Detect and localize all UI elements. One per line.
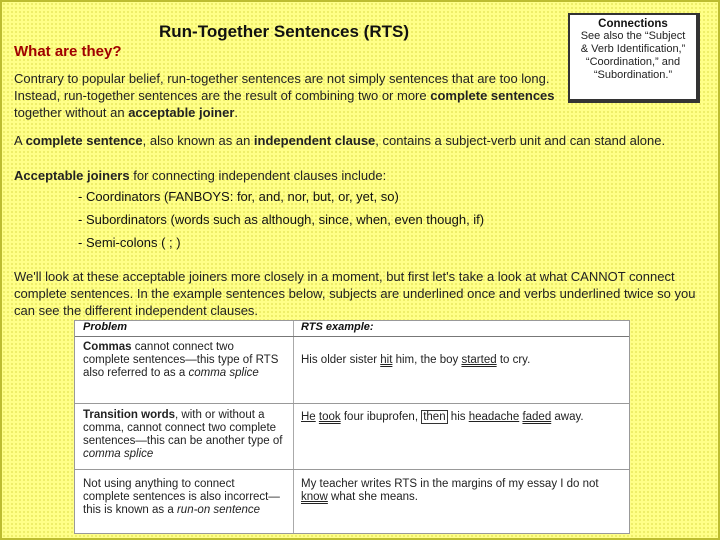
explanation-paragraph: We'll look at these acceptable joiners more closely in a moment, but first let's take a look at what CANNOT connect complete sentences. In the example sentences below, subjects are underlined once and verbs underlined twice so you can see the different independent clauses.: [14, 269, 696, 318]
example-cell: His older sister hit him, the boy started to cry.: [301, 354, 531, 366]
callout-line: “Subordination.”: [593, 69, 673, 81]
header-example: RTS example:: [301, 321, 374, 333]
callout-title: Connections: [598, 18, 668, 30]
transition-word-box: then: [423, 411, 446, 423]
column-divider: [293, 321, 294, 533]
intro-paragraph: Contrary to popular belief, run-together sentences are not simply sentences that are too long. Instead, run-together sentences are the result of combining two or more complete sentences together without an acceptable joiner.: [14, 71, 555, 120]
example-cell: He took four ibuprofen, then his headache faded away.: [301, 411, 584, 423]
list-item-semicolons: - Semi-colons ( ; ): [78, 235, 181, 250]
row-divider: [75, 403, 629, 404]
slide-subtitle: What are they?: [14, 43, 122, 60]
callout-line: “Coordination,” and: [585, 56, 681, 68]
example-cell: My teacher writes RTS in the margins of my essay I do not know what she means.: [301, 478, 599, 503]
problem-cell: Transition words, with or without a comma, cannot connect two complete sentences—this can be another type of comma splice: [83, 409, 283, 460]
list-item-coordinators: - Coordinators (FANBOYS: for, and, nor, but, or, yet, so): [78, 189, 399, 204]
row-divider: [75, 469, 629, 470]
slide-title: Run-Together Sentences (RTS): [159, 22, 409, 41]
header-problem: Problem: [83, 321, 128, 333]
connections-callout: [568, 13, 700, 103]
definition-paragraph: A complete sentence, also known as an independent clause, contains a subject-verb unit and can stand alone.: [14, 133, 666, 148]
list-item-subordinators: - Subordinators (words such as although, since, when, even though, if): [78, 212, 485, 227]
callout-line: & Verb Identification,”: [580, 43, 686, 55]
callout-line: See also the “Subject: [580, 30, 686, 42]
table-header: [75, 321, 629, 337]
rts-examples-table: [74, 320, 630, 534]
problem-cell: Not using anything to connect complete sentences is also incorrect—this is known as a run-on sentence: [83, 478, 280, 516]
problem-cell: Commas cannot connect two complete sentences—this type of RTS also referred to as a comma splice: [83, 341, 279, 379]
joiners-intro: Acceptable joiners for connecting independent clauses include:: [14, 168, 387, 183]
